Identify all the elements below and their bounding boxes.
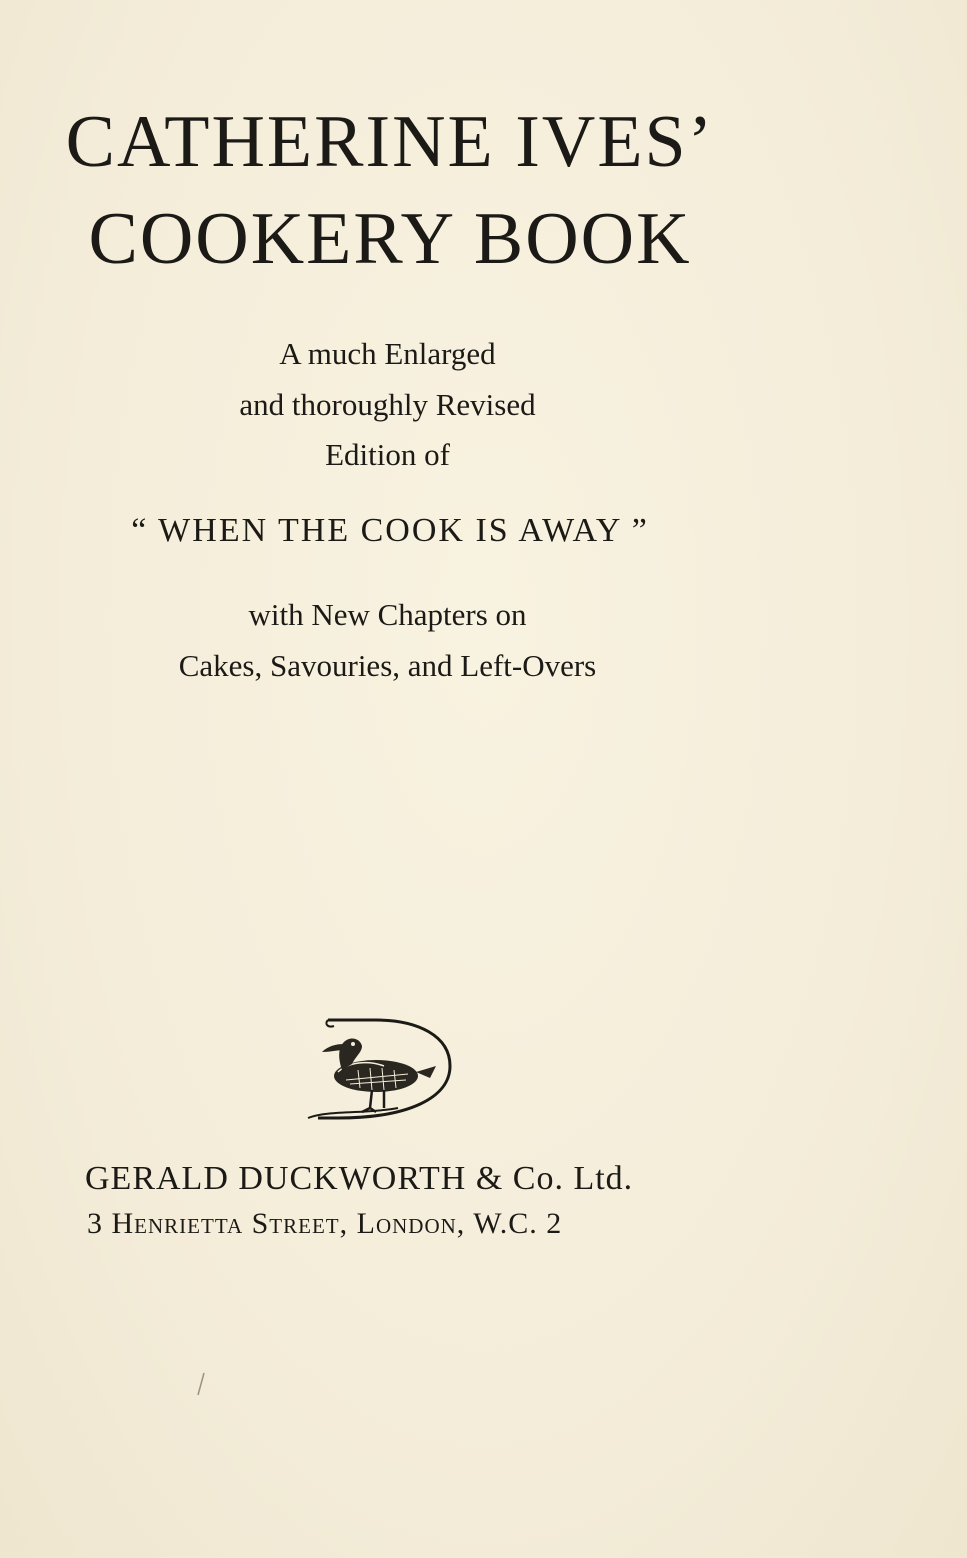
edition-note-line-1: A much Enlarged [279, 336, 496, 371]
original-title: “ WHEN THE COOK IS AWAY ” [131, 512, 649, 549]
new-chapters-line-1: with New Chapters on [248, 597, 527, 632]
publisher-address: 3 Henrietta Street, London, W.C. 2 [87, 1207, 563, 1240]
duck-monogram-icon [298, 1014, 458, 1126]
book-title-line-1: CATHERINE IVES’ [65, 101, 715, 183]
book-title-line-2: COOKERY BOOK [88, 198, 692, 280]
publisher-name: GERALD DUCKWORTH & Co. Ltd. [85, 1160, 634, 1197]
edition-note-line-3: Edition of [325, 437, 450, 472]
new-chapters-line-2: Cakes, Savouries, and Left-Overs [178, 648, 597, 683]
edition-note-line-2: and thoroughly Revised [239, 387, 536, 422]
pencil-mark [196, 1372, 206, 1396]
